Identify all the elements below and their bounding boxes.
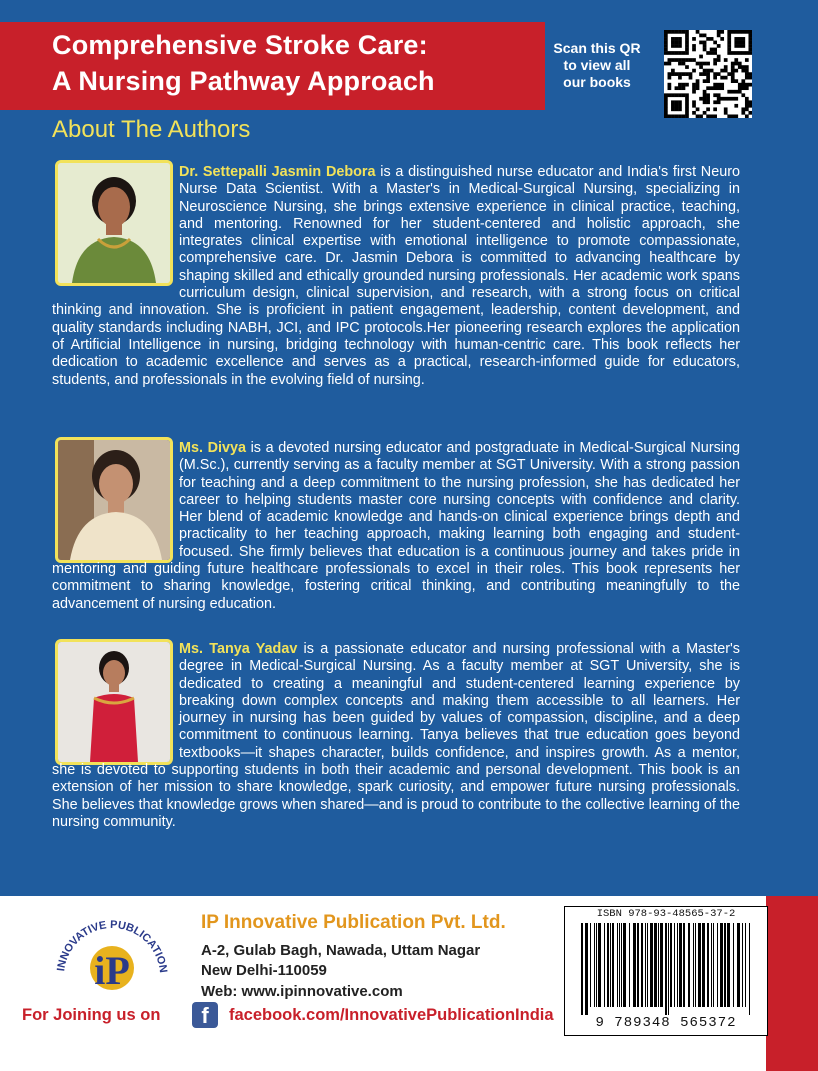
section-title: About The Authors <box>52 116 251 143</box>
publisher-logo <box>48 906 176 1002</box>
facebook-link[interactable]: facebook.com/InnovativePublicationIndia <box>229 1006 554 1024</box>
facebook-icon[interactable]: f <box>192 1002 218 1028</box>
author-bio-text-1: is a distinguished nurse educator and India's first Neuro Nurse Data Scientist. With a Master's in Medical-Surgical Nursing, specializing in Neuroscience Nursing, she brings extensive experience in clinical practice, teaching, and mentoring. Renowned for her student-centered and holistic approach, she integrates clinical expertise with emotional intelligence to promote compassionate, comprehensive care. Dr. Jasmin Debora is committed to advancing healthcare by shaping skilled and ethically grounded nursing professionals. Her academic work spans curriculum design, clinical supervision, and research, with a strong focus on critical thinking and innovation. She is proficient in patient engagement, leadership, content development, and quality standards including NABH, JCI, and IPC protocols.Her pioneering research explores the application of Artificial Intelligence in nursing, bridging technology with human-centric care. This book reflects her dedication to academic excellence and serves as a practical, research-informed guide for educators, students, and professionals in the evolving field of nursing. <box>52 164 740 388</box>
qr-caption-line-3: our books <box>563 74 631 90</box>
publisher-address-line-1: A-2, Gulab Bagh, Nawada, Uttam Nagar <box>201 942 481 959</box>
isbn-label: ISBN 978-93-48565-37-2 <box>596 908 736 920</box>
barcode-bars <box>579 923 755 1015</box>
qr-caption-line-1: Scan this QR <box>553 40 641 56</box>
author-bio-1 <box>52 164 740 389</box>
author-bio-2 <box>52 440 740 613</box>
publisher-web[interactable]: Web: www.ipinnovative.com <box>201 983 403 1000</box>
publisher-logo-text: INNOVATIVE PUBLICATION <box>55 918 169 974</box>
join-label: For Joining us on <box>22 1006 161 1024</box>
isbn-digits: 9 789348 565372 <box>595 1015 737 1031</box>
qr-caption <box>548 40 646 91</box>
publisher-name: IP Innovative Publication Pvt. Ltd. <box>201 912 506 933</box>
author-name-1: Dr. Settepalli Jasmin Debora <box>179 164 376 180</box>
qr-code[interactable] <box>664 30 752 118</box>
book-title-line-2: A Nursing Pathway Approach <box>52 66 435 96</box>
book-title-line-1: Comprehensive Stroke Care: <box>52 30 428 60</box>
isbn-barcode <box>564 906 768 1036</box>
publisher-address-line-2: New Delhi-110059 <box>201 962 327 979</box>
qr-caption-line-2: to view all <box>563 57 631 73</box>
author-bio-3 <box>52 641 740 831</box>
author-bio-text-3: is a passionate educator and nursing professional with a Master's degree in Medical-Surgical Nursing. As a faculty member at SGT University, she is dedicated to creating a meaningful and student-centered learning experience by breaking down complex concepts and making them accessible to all learners. Her journey in nursing has been guided by values of compassion, discipline, and a deep commitment to continuous learning. Tanya believes that true education goes beyond textbooks—it shapes character, builds confidence, and inspires growth. As a mentor, she is devoted to supporting students in both their academic and personal development. This book is an extension of her mission to share knowledge, spark curiosity, and empower future nursing professionals. She believes that knowledge grows when shared—and is proud to contribute to the collective learning of the nursing community. <box>52 641 740 830</box>
author-name-2: Ms. Divya <box>179 440 246 456</box>
author-bio-text-2: is a devoted nursing educator and postgraduate in Medical-Surgical Nursing (M.Sc.), currently serving as a faculty member at SGT University. With a strong passion for teaching and a deep commitment to the nursing profession, she has dedicated her career to helping students master core nursing concepts with confidence and clarity. Her blend of academic knowledge and hands-on clinical experience brings depth and practicality to her teaching approach, making learning both engaging and student-focused. She firmly believes that education is a continuous journey and takes pride in mentoring and guiding future healthcare professionals to excel in their roles. This book represents her commitment to sharing knowledge, fostering critical thinking, and contributing meaningfully to the advancement of nursing education. <box>52 440 741 612</box>
author-name-3: Ms. Tanya Yadav <box>179 641 298 657</box>
footer-red-strip <box>766 896 818 1071</box>
publisher-logo-letters: iP <box>94 948 130 993</box>
